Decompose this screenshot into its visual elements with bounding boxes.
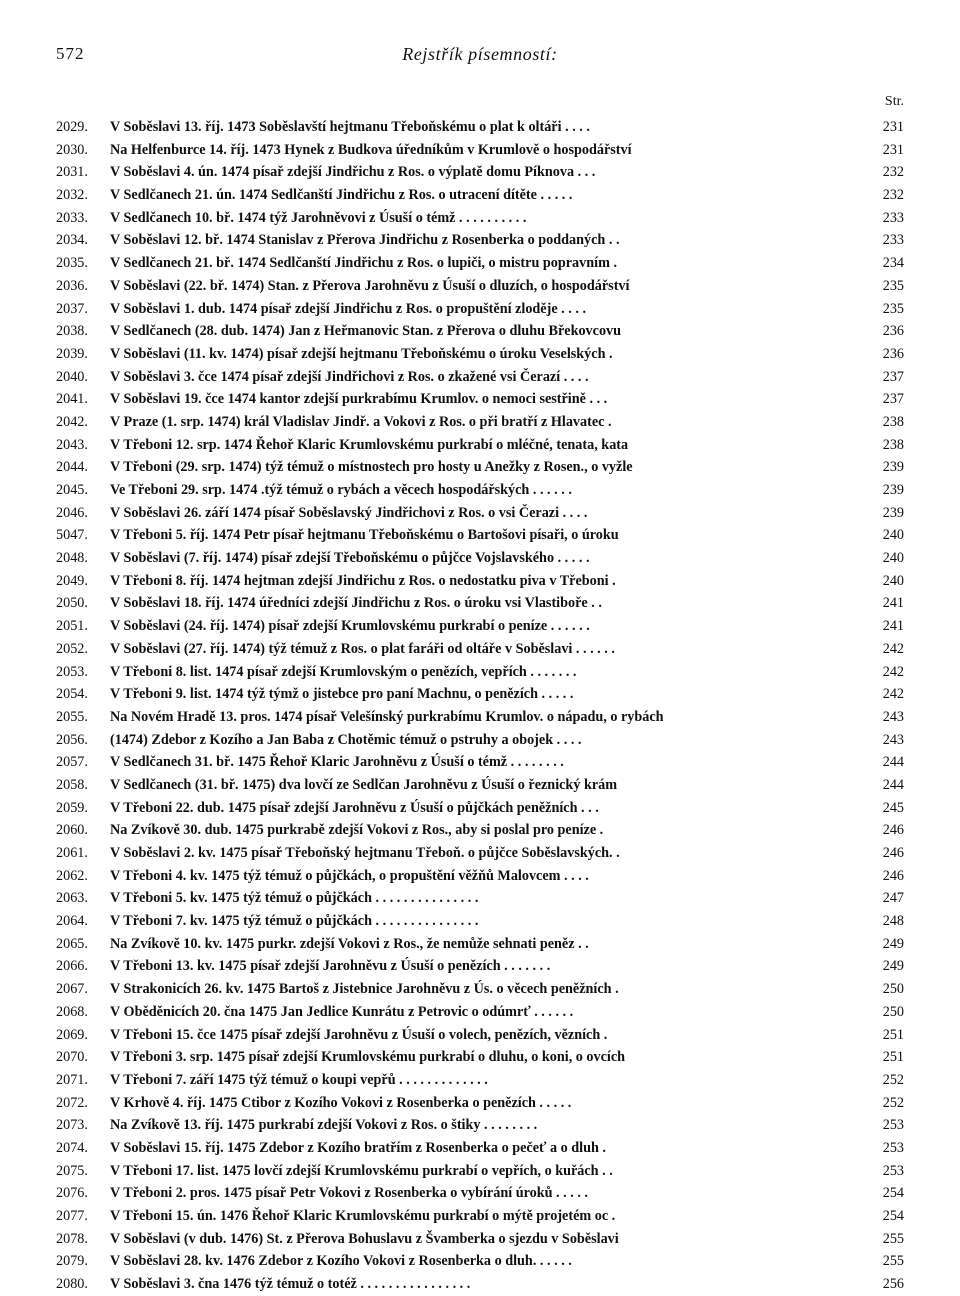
entry-page-ref: 251 xyxy=(882,1026,904,1043)
entry-text: V Soběslavi 19. čce 1474 kantor zdejší purkrabímu Krumlov. o nemoci sestřině . . . xyxy=(110,391,608,408)
entry-page-ref: 244 xyxy=(882,754,904,771)
entry-number: 2040. xyxy=(56,368,88,385)
entry-number: 2066. xyxy=(56,958,88,975)
entry-page-ref: 237 xyxy=(882,368,904,385)
entry-number: 2080. xyxy=(56,1276,88,1293)
list-item xyxy=(56,1001,904,1024)
entry-page-ref: 242 xyxy=(882,686,904,703)
entry-text: V Třeboni 7. září 1475 týž témuž o koupi vepřů . . . . . . . . . . . . . xyxy=(110,1071,488,1088)
entry-number: 2057. xyxy=(56,754,88,771)
entry-number: 2054. xyxy=(56,686,88,703)
entry-number: 2030. xyxy=(56,141,88,158)
entry-number: 2073. xyxy=(56,1117,88,1134)
list-item xyxy=(56,366,904,389)
entry-number: 2041. xyxy=(56,391,88,408)
entry-text: V Soběslavi (24. říj. 1474) písař zdejší Krumlovskému purkrabí o peníze . . . . . . xyxy=(110,618,590,635)
list-item xyxy=(56,547,904,570)
list-item xyxy=(56,275,904,298)
list-item xyxy=(56,1160,904,1183)
entry-page-ref: 237 xyxy=(882,391,904,408)
entry-page-ref: 234 xyxy=(882,255,904,272)
list-item xyxy=(56,683,904,706)
entry-text: V Sedlčanech (28. dub. 1474) Jan z Heřmanovic Stan. z Přerova o dluhu Břekovcovu xyxy=(110,323,622,340)
list-item xyxy=(56,1092,904,1115)
list-item xyxy=(56,161,904,184)
entry-number: 2033. xyxy=(56,209,88,226)
entry-text: V Sedlčanech (31. bř. 1475) dva lovčí ze Sedlčan Jarohněvu z Úsuší o řeznický krám xyxy=(110,776,618,793)
entry-page-ref: 241 xyxy=(882,595,904,612)
entry-page-ref: 247 xyxy=(882,890,904,907)
entry-number: 2056. xyxy=(56,731,88,748)
entry-page-ref: 242 xyxy=(882,640,904,657)
entry-number: 2034. xyxy=(56,232,88,249)
entry-text: V Třeboni 15. čce 1475 písař zdejší Jarohněvu z Úsuší o volech, penězích, vězních . xyxy=(110,1026,608,1043)
entry-number: 2071. xyxy=(56,1071,88,1088)
entry-number: 2065. xyxy=(56,935,88,952)
entry-page-ref: 231 xyxy=(882,119,904,135)
column-label-page: Str. xyxy=(884,94,904,109)
entry-page-ref: 238 xyxy=(882,436,904,453)
list-item xyxy=(56,184,904,207)
entry-page-ref: 250 xyxy=(882,1003,904,1020)
page-header xyxy=(56,40,904,80)
entry-text: V Soběslavi (22. bř. 1474) Stan. z Přerova Jarohněvu z Úsuší o dluzích, o hospodářství xyxy=(110,277,630,294)
entry-page-ref: 232 xyxy=(882,164,904,181)
entry-text: V Soběslavi 12. bř. 1474 Stanislav z Přerova Jindřichu z Rosenberka o poddaných . . xyxy=(110,232,620,249)
entry-number: 2036. xyxy=(56,277,88,294)
entry-page-ref: 253 xyxy=(882,1139,904,1156)
entry-page-ref: 249 xyxy=(882,935,904,952)
list-item xyxy=(56,570,904,593)
entry-text: V Třeboni 5. říj. 1474 Petr písař hejtmanu Třeboňskému o Bartošovi písaři, o úroku xyxy=(110,527,619,544)
entry-page-ref: 249 xyxy=(882,958,904,975)
entry-number: 2059. xyxy=(56,799,88,816)
entry-text: (1474) Zdebor z Kozího a Jan Baba z Chotěmic témuž o pstruhy a obojek . . . . xyxy=(110,731,582,748)
entry-number: 2072. xyxy=(56,1094,88,1111)
entry-number: 2064. xyxy=(56,913,88,930)
entry-page-ref: 253 xyxy=(882,1162,904,1179)
list-item xyxy=(56,1250,904,1273)
entry-number: 2045. xyxy=(56,482,88,498)
entry-text: V Soběslavi 3. čna 1476 týž témuž o totéž . . . . . . . . . . . . . . . . xyxy=(110,1276,471,1293)
entry-text: Na Zvíkově 10. kv. 1475 purkr. zdejší Vokovi z Ros., že nemůže sehnati peněz . . xyxy=(110,935,589,952)
entry-page-ref: 243 xyxy=(882,708,904,725)
list-item xyxy=(56,819,904,842)
entry-number: 2051. xyxy=(56,618,88,635)
entry-text: V Soběslavi 15. říj. 1475 Zdebor z Kozího bratřím z Rosenberka o pečeť a o dluh . xyxy=(110,1139,606,1156)
list-item xyxy=(56,638,904,661)
list-item xyxy=(56,298,904,321)
entry-text: Na Helfenburce 14. říj. 1473 Hynek z Budkova úředníkům v Krumlově o hospodářství xyxy=(110,141,632,158)
entry-text: Na Novém Hradě 13. pros. 1474 písař Velešínský purkrabímu Krumlov. o nápadu, o rybách xyxy=(110,708,664,725)
entry-text: V Třeboni 8. list. 1474 písař zdejší Krumlovským o penězích, vepřích . . . . . . . xyxy=(110,663,577,680)
list-item xyxy=(56,139,904,162)
entry-number: 2063. xyxy=(56,890,88,907)
entry-number: 2046. xyxy=(56,504,88,521)
entry-text: V Soběslavi 26. září 1474 písař Soběslavský Jindřichovi z Ros. o vsi Čerazi . . . . xyxy=(110,504,588,521)
entry-page-ref: 233 xyxy=(882,232,904,249)
entry-number: 2049. xyxy=(56,572,88,589)
list-item xyxy=(56,797,904,820)
entry-number: 2077. xyxy=(56,1208,88,1224)
entry-text: V Soběslavi 28. kv. 1476 Zdebor z Kozího Vokovi z Rosenberka o dluh. . . . . . xyxy=(110,1253,572,1270)
entry-number: 5047. xyxy=(56,527,88,544)
entry-text: V Soběslavi 13. říj. 1473 Soběslavští hejtmanu Třeboňskému o plat k oltáři . . . . xyxy=(110,119,590,135)
list-item xyxy=(56,1182,904,1205)
entry-text: V Oběděnicích 20. čna 1475 Jan Jedlice Kunrátu z Petrovic o odúmrť . . . . . . xyxy=(110,1003,574,1020)
entry-text: V Třeboni (29. srp. 1474) týž témuž o místnostech pro hosty u Anežky z Rosen., o vyžle xyxy=(110,459,633,476)
page-title: Rejstřík písemností: xyxy=(402,44,558,64)
entry-number: 2060. xyxy=(56,822,88,839)
entry-page-ref: 239 xyxy=(882,459,904,476)
entry-page-ref: 240 xyxy=(882,527,904,544)
entry-number: 2043. xyxy=(56,436,88,453)
list-item xyxy=(56,1069,904,1092)
entry-page-ref: 238 xyxy=(882,413,904,430)
entry-number: 2053. xyxy=(56,663,88,680)
entry-page-ref: 250 xyxy=(882,981,904,998)
entry-page-ref: 240 xyxy=(882,572,904,589)
entry-page-ref: 252 xyxy=(882,1071,904,1088)
entry-page-ref: 248 xyxy=(882,913,904,930)
entry-number: 2074. xyxy=(56,1139,88,1156)
entry-number: 2042. xyxy=(56,413,88,430)
document-page xyxy=(56,40,904,1296)
entry-number: 2044. xyxy=(56,459,88,476)
entry-text: V Soběslavi 2. kv. 1475 písař Třeboňský hejtmanu Třeboň. o půjčce Soběslavských. . xyxy=(110,845,620,861)
entry-number: 2052. xyxy=(56,640,88,657)
list-item xyxy=(56,479,904,502)
entry-page-ref: 235 xyxy=(882,300,904,317)
list-item xyxy=(56,1046,904,1069)
entry-page-ref: 256 xyxy=(882,1276,904,1293)
entry-page-ref: 236 xyxy=(882,323,904,340)
entry-number: 2062. xyxy=(56,867,88,884)
entry-text: V Sedlčanech 21. ún. 1474 Sedlčanští Jindřichu z Ros. o utracení dítěte . . . . . xyxy=(110,187,573,204)
list-item xyxy=(56,1205,904,1228)
entry-text: V Sedlčanech 10. bř. 1474 týž Jarohněvovi z Úsuší o témž . . . . . . . . . . xyxy=(110,209,527,226)
entry-number: 2078. xyxy=(56,1230,88,1247)
entry-page-ref: 231 xyxy=(882,141,904,158)
entry-text: V Třeboni 9. list. 1474 týž týmž o jistebce pro paní Machnu, o penězích . . . . . xyxy=(110,686,574,703)
entry-page-ref: 251 xyxy=(882,1049,904,1066)
list-item xyxy=(56,456,904,479)
entry-text: V Soběslavi 1. dub. 1474 písař zdejší Jindřichu z Ros. o propuštění zloděje . . . . xyxy=(110,300,586,317)
entry-text: V Soběslavi 18. říj. 1474 úředníci zdejší Jindřichu z Ros. o úroku vsi Vlastiboře . . xyxy=(110,595,602,612)
list-item xyxy=(56,933,904,956)
entry-text: V Třeboni 8. říj. 1474 hejtman zdejší Jindřichu z Ros. o nedostatku piva v Třeboni . xyxy=(110,572,616,589)
list-item xyxy=(56,411,904,434)
entry-number: 2037. xyxy=(56,300,88,317)
entry-page-ref: 254 xyxy=(882,1185,904,1202)
entry-text: V Strakonicích 26. kv. 1475 Bartoš z Jistebnice Jarohněvu z Ús. o věcech peněžních . xyxy=(110,981,619,998)
list-item xyxy=(56,207,904,230)
entry-page-ref: 233 xyxy=(882,209,904,226)
entry-page-ref: 246 xyxy=(882,845,904,861)
entry-text: V Třeboni 4. kv. 1475 týž témuž o půjčkách, o propuštění věžňů Malovcem . . . . xyxy=(110,867,589,884)
entry-number: 2055. xyxy=(56,708,88,725)
entry-page-ref: 241 xyxy=(882,618,904,635)
list-item xyxy=(56,706,904,729)
list-item xyxy=(56,1228,904,1251)
entry-number: 2031. xyxy=(56,164,88,181)
entry-number: 2029. xyxy=(56,119,88,135)
entry-text: Na Zvíkově 13. říj. 1475 purkrabí zdejší Vokovi z Ros. o štiky . . . . . . . . xyxy=(110,1117,538,1134)
entry-page-ref: 246 xyxy=(882,867,904,884)
list-item xyxy=(56,887,904,910)
entry-page-ref: 246 xyxy=(882,822,904,839)
entry-text: V Třeboni 17. list. 1475 lovčí zdejší Krumlovskému purkrabí o vepřích, o kuřách . . xyxy=(110,1162,613,1179)
entry-page-ref: 239 xyxy=(882,482,904,498)
list-item xyxy=(56,320,904,343)
entry-number: 2039. xyxy=(56,345,88,362)
entry-page-ref: 253 xyxy=(882,1117,904,1134)
entry-text: V Soběslavi 3. čce 1474 písař zdejší Jindřichovi z Ros. o zkažené vsi Čerazí . . . . xyxy=(110,368,589,385)
entry-number: 2079. xyxy=(56,1253,88,1270)
list-item xyxy=(56,865,904,888)
entry-text: Na Zvíkově 30. dub. 1475 purkrabě zdejší Vokovi z Ros., aby si poslal pro peníze . xyxy=(110,822,604,839)
entry-page-ref: 240 xyxy=(882,550,904,567)
entry-text: V Třeboni 12. srp. 1474 Řehoř Klaric Krumlovskému purkrabí o mléčné, tenata, kata xyxy=(110,436,629,453)
entry-page-ref: 236 xyxy=(882,345,904,362)
list-item xyxy=(56,1024,904,1047)
list-item xyxy=(56,1273,904,1296)
entry-page-ref: 244 xyxy=(882,776,904,793)
entry-number: 2035. xyxy=(56,255,88,272)
entry-text: Ve Třeboni 29. srp. 1474 .týž témuž o rybách a věcech hospodářských . . . . . . xyxy=(110,482,572,498)
entry-text: V Třeboni 5. kv. 1475 týž témuž o půjčkách . . . . . . . . . . . . . . . xyxy=(110,890,479,907)
entry-page-ref: 252 xyxy=(882,1094,904,1111)
list-item xyxy=(56,774,904,797)
entry-text: V Soběslavi 4. ún. 1474 písař zdejší Jindřichu z Ros. o výplatě domu Píknova . . . xyxy=(110,164,596,181)
entry-number: 2038. xyxy=(56,323,88,340)
entry-text: V Třeboni 22. dub. 1475 písař zdejší Jarohněvu z Úsuší o půjčkách peněžních . . . xyxy=(110,799,599,816)
entry-number: 2032. xyxy=(56,187,88,204)
list-item xyxy=(56,751,904,774)
entry-number: 2048. xyxy=(56,550,88,567)
entry-number: 2068. xyxy=(56,1003,88,1020)
entry-text: V Krhově 4. říj. 1475 Ctibor z Kozího Vokovi z Rosenberka o penězích . . . . . xyxy=(110,1094,572,1111)
list-item xyxy=(56,116,904,139)
list-item xyxy=(56,502,904,525)
entry-number: 2075. xyxy=(56,1162,88,1179)
list-item xyxy=(56,1114,904,1137)
entry-page-ref: 245 xyxy=(882,799,904,816)
entry-page-ref: 239 xyxy=(882,504,904,521)
entry-number: 2070. xyxy=(56,1049,88,1066)
entry-text: V Sedlčanech 31. bř. 1475 Řehoř Klaric Jarohněvu z Úsuší o témž . . . . . . . . xyxy=(110,754,564,771)
entry-text: V Sedlčanech 21. bř. 1474 Sedlčanští Jindřichu z Ros. o lupiči, o mistru popravním . xyxy=(110,255,617,272)
entry-text: V Soběslavi (11. kv. 1474) písař zdejší hejtmanu Třeboňskému o úroku Veselských . xyxy=(110,345,613,362)
list-item xyxy=(56,388,904,411)
entry-page-ref: 243 xyxy=(882,731,904,748)
list-item xyxy=(56,252,904,275)
list-item xyxy=(56,955,904,978)
list-item xyxy=(56,842,904,865)
entry-page-ref: 255 xyxy=(882,1253,904,1270)
entry-list xyxy=(56,116,904,1296)
entry-text: V Praze (1. srp. 1474) král Vladislav Jindř. a Vokovi z Ros. o při bratří z Hlavatec . xyxy=(110,413,612,430)
entry-text: V Třeboni 15. ún. 1476 Řehoř Klaric Krumlovskému purkrabí o mýtě projetém oc . xyxy=(110,1208,616,1224)
list-item xyxy=(56,229,904,252)
entry-page-ref: 235 xyxy=(882,277,904,294)
entry-page-ref: 255 xyxy=(882,1230,904,1247)
list-item xyxy=(56,910,904,933)
entry-page-ref: 232 xyxy=(882,187,904,204)
list-item xyxy=(56,978,904,1001)
entry-text: V Třeboni 13. kv. 1475 písař zdejší Jarohněvu z Úsuší o penězích . . . . . . . xyxy=(110,958,551,975)
entry-text: V Soběslavi (27. říj. 1474) týž témuž z Ros. o plat faráři od oltáře v Soběslavi . . . . . . xyxy=(110,640,615,657)
list-item xyxy=(56,615,904,638)
list-item xyxy=(56,729,904,752)
list-item xyxy=(56,661,904,684)
list-item xyxy=(56,524,904,547)
entry-text: V Třeboni 3. srp. 1475 písař zdejší Krumlovskému purkrabí o dluhu, o koni, o ovcích xyxy=(110,1049,626,1066)
entry-text: V Třeboni 2. pros. 1475 písař Petr Vokovi z Rosenberka o vybírání úroků . . . . . xyxy=(110,1185,588,1202)
entry-number: 2061. xyxy=(56,845,88,861)
list-item xyxy=(56,1137,904,1160)
entry-number: 2050. xyxy=(56,595,88,612)
list-item xyxy=(56,343,904,366)
entry-number: 2069. xyxy=(56,1026,88,1043)
entry-number: 2058. xyxy=(56,776,88,793)
entry-text: V Třeboni 7. kv. 1475 týž témuž o půjčkách . . . . . . . . . . . . . . . xyxy=(110,913,479,930)
entry-page-ref: 254 xyxy=(882,1208,904,1224)
list-item xyxy=(56,592,904,615)
entry-number: 2067. xyxy=(56,981,88,998)
entry-text: V Soběslavi (v dub. 1476) St. z Přerova Bohuslavu z Švamberka o sjezdu v Soběslavi xyxy=(110,1230,619,1247)
list-item xyxy=(56,434,904,457)
entry-page-ref: 242 xyxy=(882,663,904,680)
page-number: 572 xyxy=(56,44,85,63)
entry-text: V Soběslavi (7. říj. 1474) písař zdejší Třeboňskému o půjčce Vojslavského . . . . . xyxy=(110,550,590,567)
entry-number: 2076. xyxy=(56,1185,88,1202)
